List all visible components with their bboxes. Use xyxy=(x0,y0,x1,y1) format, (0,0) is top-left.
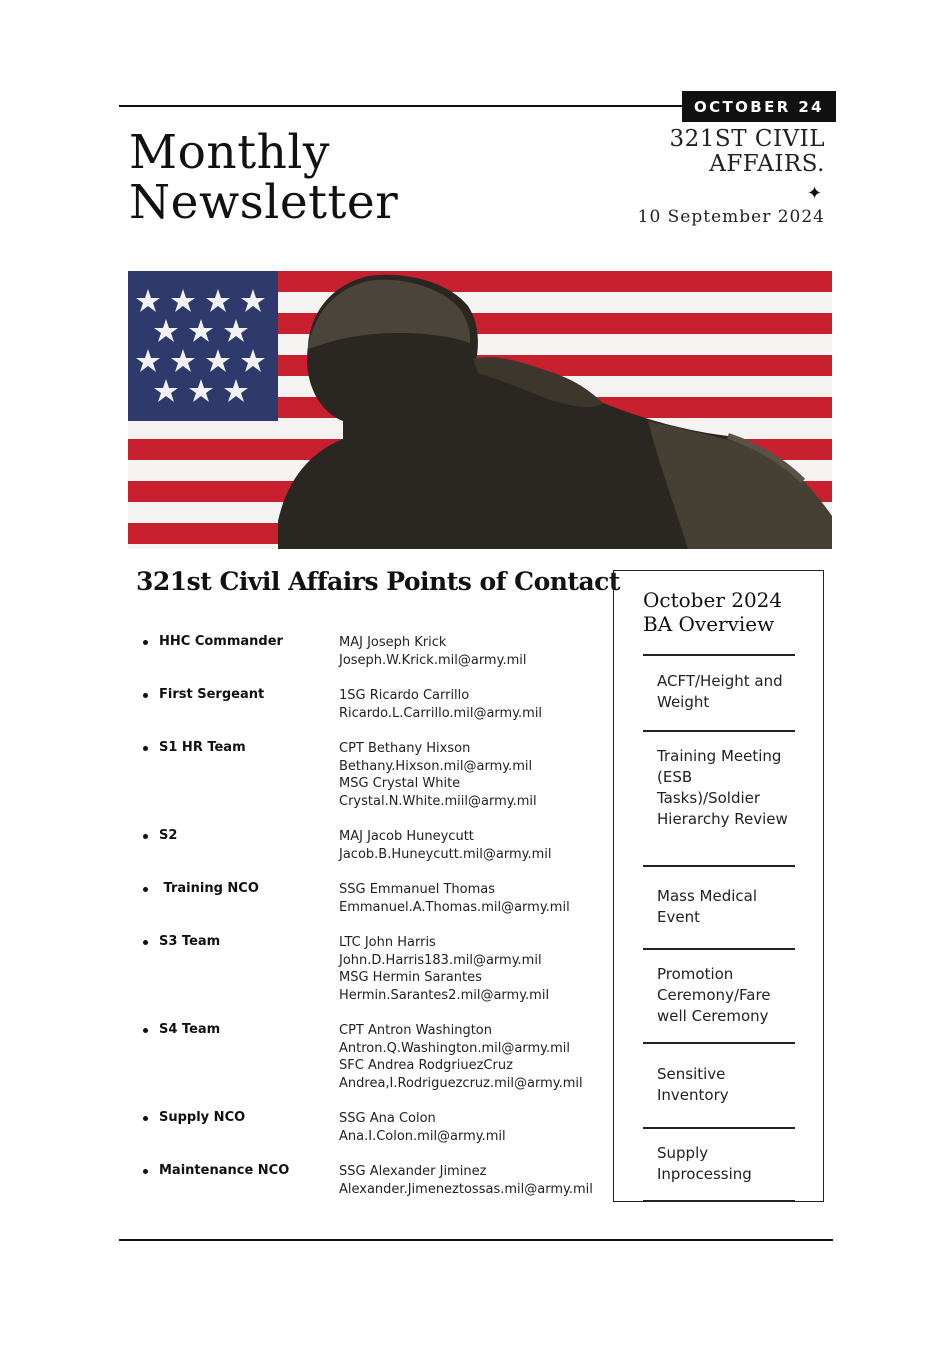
bullet-icon xyxy=(143,1169,148,1174)
contact-email[interactable]: Ana.I.Colon.mil@army.mil xyxy=(339,1128,506,1144)
contact-name: SFC Andrea RodgriuezCruz xyxy=(339,1058,513,1074)
overview-item: Sensitive Inventory xyxy=(657,1065,729,1104)
contact-email[interactable]: Joseph.W.Krick.mil@army.mil xyxy=(339,652,527,668)
contact-email[interactable]: Emmanuel.A.Thomas.mil@army.mil xyxy=(339,899,570,915)
contact-email[interactable]: John.D.Harris183.mil@army.mil xyxy=(339,952,542,968)
overview-title-line-1: October 2024 xyxy=(643,588,783,612)
overview-divider xyxy=(643,730,795,732)
contact-role: S2 xyxy=(159,828,178,843)
ba-overview-title xyxy=(643,588,782,636)
contact-email[interactable]: Jacob.B.Huneycutt.mil@army.mil xyxy=(339,846,552,862)
contact-details xyxy=(339,1022,583,1092)
points-of-contact-heading: 321st Civil Affairs Points of Contact xyxy=(136,567,620,596)
contact-role: Supply NCO xyxy=(159,1110,246,1125)
contact-role: Maintenance NCO xyxy=(159,1163,290,1178)
newsletter-title xyxy=(129,125,399,230)
contact-email[interactable]: Hermin.Sarantes2.mil@army.mil xyxy=(339,987,550,1003)
overview-item: Supply Inprocessing xyxy=(657,1144,752,1183)
contact-name: MSG Hermin Sarantes xyxy=(339,970,482,986)
overview-item: Mass Medical Event xyxy=(657,887,757,926)
org-line-2: AFFAIRS. xyxy=(709,151,825,177)
bottom-divider xyxy=(119,1239,833,1241)
contact-details xyxy=(339,687,542,722)
contact-details xyxy=(339,881,570,916)
contact-name: SSG Ana Colon xyxy=(339,1111,436,1126)
contact-name: MAJ Jacob Huneycutt xyxy=(339,829,474,844)
soldier-silhouette xyxy=(278,275,832,549)
contact-name: 1SG Ricardo Carrillo xyxy=(339,688,470,703)
contact-role: S3 Team xyxy=(159,934,221,949)
contact-name: SSG Alexander Jiminez xyxy=(339,1164,487,1179)
contact-name: MAJ Joseph Krick xyxy=(339,635,447,650)
top-divider xyxy=(119,105,685,107)
contact-email[interactable]: Antron.Q.Washington.mil@army.mil xyxy=(339,1040,570,1056)
title-line-1: Monthly xyxy=(129,125,330,180)
contact-name: SSG Emmanuel Thomas xyxy=(339,882,495,897)
contact-details xyxy=(339,634,526,669)
overview-divider xyxy=(643,1200,795,1202)
bullet-icon xyxy=(143,834,148,839)
overview-divider xyxy=(643,948,795,950)
bullet-icon xyxy=(143,1028,148,1033)
contact-role: HHC Commander xyxy=(159,634,283,649)
contact-role: S1 HR Team xyxy=(159,740,246,755)
contact-name: LTC John Harris xyxy=(339,935,436,950)
issue-date: 10 September 2024 xyxy=(637,207,825,227)
soldier-saluting-flag-image xyxy=(128,271,832,549)
contact-role: S4 Team xyxy=(159,1022,221,1037)
overview-divider xyxy=(643,865,795,867)
contact-name: CPT Antron Washington xyxy=(339,1023,492,1038)
contact-email[interactable]: Alexander.Jimeneztossas.mil@army.mil xyxy=(339,1181,593,1197)
overview-divider xyxy=(643,1127,795,1129)
contact-details xyxy=(339,1110,506,1145)
sparkle-icon: ✦ xyxy=(807,183,823,204)
contact-role: Training NCO xyxy=(159,881,259,896)
overview-title-line-2: BA Overview xyxy=(643,612,775,636)
contact-name: CPT Bethany Hixson xyxy=(339,741,471,756)
overview-item: Training Meeting (ESB Tasks)/Soldier Hierarchy Review xyxy=(657,747,788,828)
contact-details xyxy=(339,934,549,1004)
contact-email[interactable]: Ricardo.L.Carrillo.mil@army.mil xyxy=(339,705,543,721)
organization-name xyxy=(670,127,825,177)
bullet-icon xyxy=(143,887,148,892)
ba-overview-box xyxy=(613,570,824,1202)
contact-details xyxy=(339,828,552,863)
contact-role: First Sergeant xyxy=(159,687,265,702)
contact-details xyxy=(339,1163,593,1198)
overview-item: ACFT/Height and Weight xyxy=(657,672,783,711)
contact-name: MSG Crystal White xyxy=(339,776,461,792)
bullet-icon xyxy=(143,640,148,645)
contact-email[interactable]: Bethany.Hixson.mil@army.mil xyxy=(339,758,533,774)
month-badge: OCTOBER 24 xyxy=(682,91,836,122)
title-line-2: Newsletter xyxy=(129,175,399,230)
contact-details xyxy=(339,740,537,810)
overview-item: Promotion Ceremony/Fare well Ceremony xyxy=(657,965,771,1025)
contact-email[interactable]: Andrea,I.Rodriguezcruz.mil@army.mil xyxy=(339,1075,583,1091)
org-line-1: 321ST CIVIL xyxy=(669,126,825,152)
bullet-icon xyxy=(143,746,148,751)
overview-divider xyxy=(643,1042,795,1044)
star-field xyxy=(136,289,265,402)
bullet-icon xyxy=(143,940,148,945)
bullet-icon xyxy=(143,693,148,698)
overview-divider xyxy=(643,654,795,656)
bullet-icon xyxy=(143,1116,148,1121)
contact-email[interactable]: Crystal.N.White.miil@army.mil xyxy=(339,793,537,809)
hero-illustration xyxy=(128,271,832,549)
